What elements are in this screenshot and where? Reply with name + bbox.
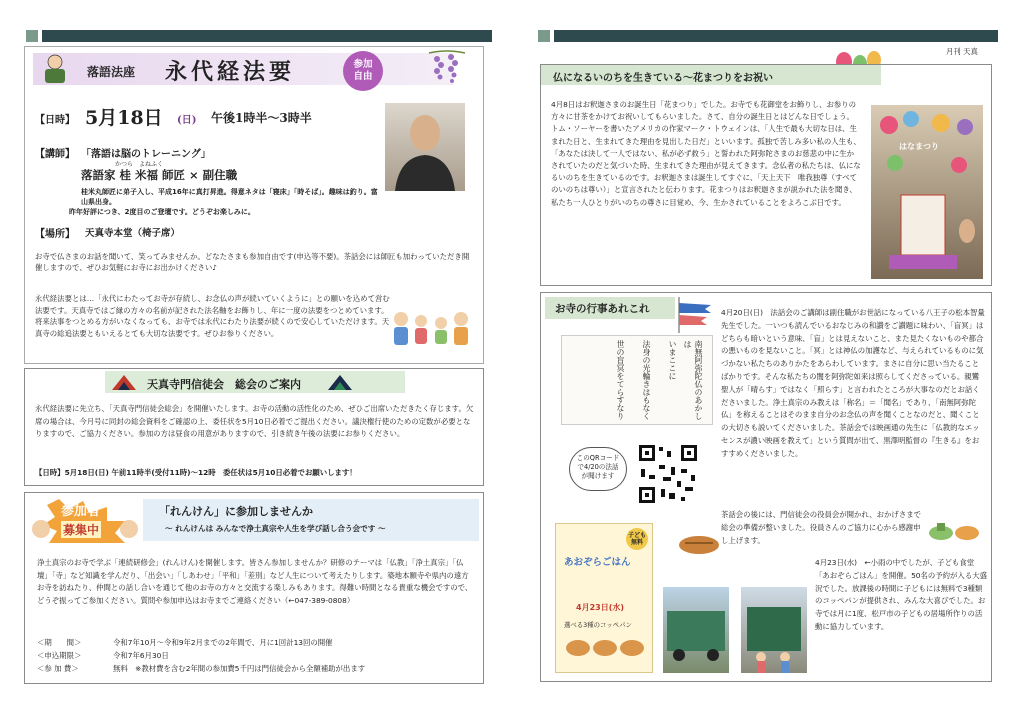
temple-crest-right-icon [327,373,353,391]
kitchen-truck-photo-1 [663,587,729,673]
speaker-label: 【講師】 [35,149,75,160]
hanamatsuri-photo-sign: はなまつり [899,142,939,151]
events-section [540,292,992,682]
speaker-bio-1: 桂米丸師匠に弟子入し、平成16年に真打昇進。得意ネタは「寝床」「時そば」。趣味は釣り。富山県出身。 [81,188,378,206]
date-time: 午後1時半～3時半 [211,111,312,125]
fee-label: ＜参 加 費＞ [37,664,79,673]
hanamatsuri-title: 仏になるいのちを生きている～花まつりをお祝い [553,73,773,84]
rakugo-section [24,46,484,364]
speaker-topic: 「落語は脳のトレーニング」 [81,149,211,160]
place-label: 【場所】 [35,229,75,240]
period-label: ＜期 間＞ [37,638,82,647]
coppe-bread-icons [564,632,646,670]
recruiting-badge-line1: 参加者 [61,504,101,519]
qr-caption: このQRコードで4/20の法話が聞けます [569,447,627,491]
wisteria-icon [427,49,467,93]
renken-subtitle: ～ れんけんは みんなで浄土真宗や人生を学び話し合う会です ～ [165,524,386,533]
association-body: 永代経法要に先立ち、「天真寺門信徒会総会」を開催いたします。お寺の活動の活性化のため、ぜひご出席いただきたく存じます。欠席の場合は、今月号に同封の総会資料をご確認の上、委任状を5月10日必着でご提出ください。議決権行使のための定数が必要となりますので、ご協力ください。参加の方は昼食の用意がありますので、引き続き午後の法要にお参りください。 [35,404,474,438]
bread-illustration [677,533,721,557]
temple-crest-left-icon [111,373,137,391]
apply-deadline-label: ＜申込期限＞ [37,651,82,660]
rakugo-title: 永代経法要 [165,59,296,85]
qr-code[interactable] [637,443,699,505]
tea-sweets-illustration [927,513,985,543]
events-body-hokai: 4月20日(日) 法話会のご講師は副住職がお世話になっている八王子の松本智量先生でした。一いつも読んでいるおなじみの和讃をご讃題に味わい、「盲冥」はどちらも暗いという意味、「盲」とは見えないこと、また見たくないものや都合の悪いものを見ないこと。「冥」とは神仏の加護など、与えられているものに気づかない私たちのありかたをあらわしています。まさに自分に思い当たることばかりです。そんな私たちの闇を阿弥陀如来は照らしてくださっている。親鸞聖人が「晴らす」ではなく「照らす」と言われたところが大事なのだとお話くださいました。浄土真宗のみ教えは「称名」＝「聞名」であり、「南無阿弥陀仏」を称えることはそのまま自分のお念仏の声を聞くことなのだと、聞くことの大切さも説いてくださいました。茶話会では映画通の先生に「仏教的なエッセンスが濃い映画を教えて」という質問が出て、黒澤明監督の『生きる』をおすすめくださいました。 [721,308,985,458]
events-body-council: 茶話会の後には、門信徒会の役員会が開かれ、おかげさまで総会の準備が整いました。役員さんのご協力に心から感謝申し上げます。 [721,510,921,545]
aozora-gohan-poster [555,523,653,673]
poster-free-badge: 子ども無料 [626,528,648,550]
period-value: 令和7年10月～令和9年2月までの2年間で、月に1回計13回の開催 [113,638,333,647]
association-schedule: 【日時】5月18日(日) 午前11時半(受付11時)～12時 委任状は5月10日必着でお願いします！ [35,468,357,477]
poster-title: あおぞらごはん [564,557,631,568]
top-bar-right [554,30,998,42]
calligraphy-card [561,335,713,425]
apply-deadline-value: 令和7年6月30日 [113,651,169,660]
renken-body: 浄土真宗のお寺で学ぶ「連続研修会」(れんけん)を開催します。皆さん参加しませんか？研修のテーマは「仏教」「浄土真宗」「仏壇」「寺」など知識を学んだり、「出会い」「しあわせ」「平和」「差別」など人生について考えたりします。築地本願寺や県内の遠方お寺を訪ねたり、仲間との話し合いを通じて他のお寺の方々と交流する楽しみもあります。得難い時間となる貴重な機会ですので、どうぞ振ってご参加ください。質問や参加申込はお寺までご連絡ください（←047-389-0808） [37,558,473,605]
speaker-photo [385,103,465,191]
association-title: 天真寺門信徒会 総会のご案内 [147,378,301,391]
speaker-ruby: かつら よねふく [115,161,164,168]
events-title: お寺の行事あれこれ [555,303,650,315]
corner-square [26,30,38,42]
fee-value: 無料 ※教材費を含む2年間の参加費5千円は門信徒会から全額補助が出ます [113,664,366,673]
top-bar-left [42,30,492,42]
hanamatsuri-photo [871,105,983,279]
recruiting-badge [29,497,139,545]
recruiting-badge-line2: 募集中 [63,523,100,537]
eitaikyo-description: 永代経法要とは…「永代にわたってお寺が存続し、お念仏の声が続いていくように」との願いを込めて営む法要です。天真寺ではご縁の方々の名前が記された法名軸をお飾りし、年に一度の法要をつとめています。将来法事をつとめる方がいなくなっても、お寺では永代にわたり法要が続くので安心していただけます。天真寺の総追法要ともいえるとても大切な法要です。ぜひお参りください。 [35,294,390,338]
family-illustration [389,305,479,351]
carp-streamer-icon [677,297,715,333]
date-value: 5月18日 [85,107,163,129]
association-section [24,368,484,486]
calligraphy-line-2: いまここに [668,340,677,380]
date-day: (日) [177,115,197,126]
poster-menu: 選べる3種のコッペパン [564,621,632,629]
calligraphy-line-1: 南無阿弥陀仏のあかしは [683,340,703,420]
date-label: 【日時】 [35,115,75,126]
calligraphy-line-3: 法身の光輪きはもなく [642,340,651,420]
newsletter-title: 月刊 天真 [946,47,978,56]
speaker-name: 落語家 桂 米福 師匠 × 副住職 [81,168,238,182]
calligraphy-line-4: 世の盲冥をてらすなり [616,340,625,420]
free-entry-badge: 参加自由 [343,51,383,91]
rakugo-label: 落語法座 [87,65,136,79]
rakugo-invitation: お寺で仏さまのお話を聞いて、笑ってみませんか。どなたさまも参加自由です(申込等不要)。茶話会には師匠も加わっていただき開催しますので、ぜひお気軽にお寺にお出かけください♪ [35,252,470,272]
renken-title: 「れんけん」に参加しませんか [159,505,313,518]
hanamatsuri-section [540,64,992,286]
rakugo-performer-icon [41,53,69,85]
poster-date: 4月23日(水) [576,603,625,612]
hanamatsuri-body: 4月8日はお釈迦さまのお誕生日「花まつり」でした。お寺でも花御堂をお飾りし、お参りの方々に甘茶をかけてお祝いしてもらいました。さて、自分の誕生日とはどんな日でしょう。トム・ソーヤーを書いたアメリカの作家マーク・トウェインは、「人生で最も大切な日は、生まれた日と、生まれてきた理由を見出した日だ」といいます。孤独で苦しみ多い私の人生も、「あなたは決して一人ではない、私が必ず救う」と誓われた阿弥陀さまのお慈悲の中に生かされていたのだと気づいた時、生まれてきた理由が見えてきます。念仏者の私たちは、仏になるいのちを生きているのです。お釈迦さまは誕生してすぐに、「天上天下 唯我独尊（すべてのいのちは尊い）」と宣言されたと伝わります。花まつりはお釈迦さまが説かれた法を聞き、私たち一人ひとりがいのちの尊さに目覚め、今、生かされていることをよろこぶ日です。 [551,100,861,207]
speaker-bio-2: 昨年好評につき、2度目のご登壇です。どうぞお楽しみに。 [69,208,255,216]
place-value: 天真寺本堂（椅子席） [85,228,181,239]
corner-square-right [538,30,550,42]
renken-section [24,492,484,684]
events-body-kodomo: 4月23日(水) ←小雨の中でしたが、子ども食堂「あおぞらごはん」を開催。50名の予約が入る大盛況でした。放課後の時間に子どもには無料で3種類のコッペパンが提供され、みんな大喜びでした。お寺では月に1度、松戸市の子どもの居場所作りの活動に協力しています。 [815,558,988,631]
kitchen-truck-photo-2 [741,587,807,673]
